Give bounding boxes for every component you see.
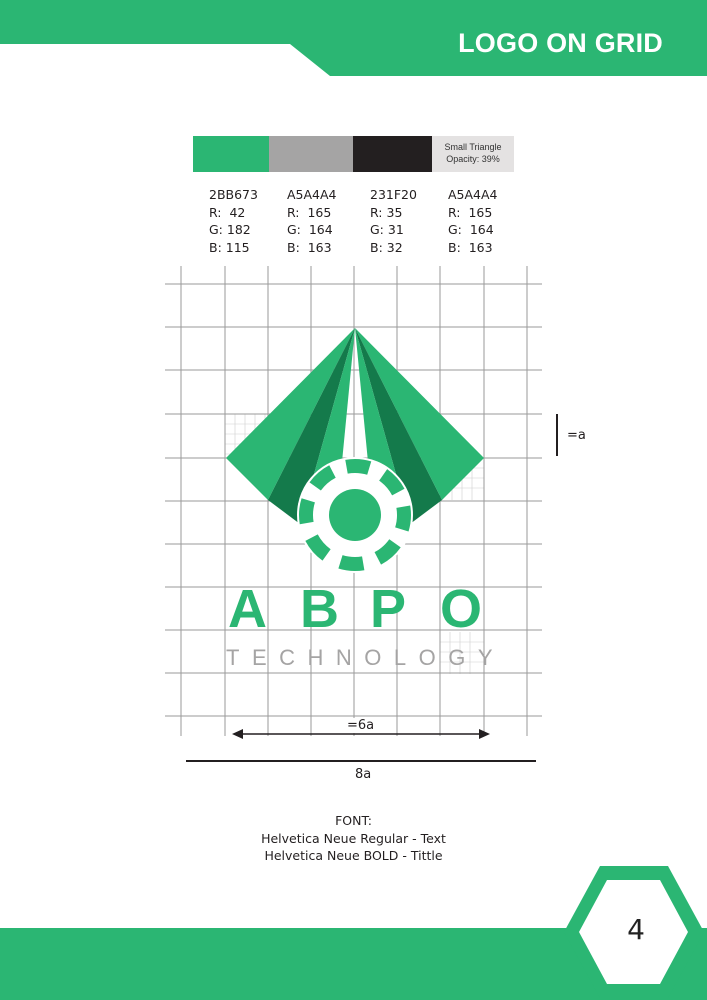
logo-grid [160, 262, 550, 742]
grid-width-label: 8a [355, 767, 372, 782]
logo-width-label: =6a [347, 718, 375, 733]
color-hex: A5A4A4 [287, 187, 337, 202]
unit-marker-line [556, 414, 558, 456]
unit-label: =a [567, 428, 586, 443]
swatch-note [432, 136, 514, 172]
color-spec-green [209, 186, 258, 256]
wordmark-letter: A [228, 579, 267, 639]
color-b: B: 115 [209, 239, 250, 255]
color-b: B: 163 [448, 239, 493, 255]
color-spec-black [370, 186, 417, 256]
grid-width-line [186, 760, 536, 762]
swatch-grey [269, 136, 353, 172]
swatch-note-line1: Small Triangle [444, 142, 502, 152]
color-g: G: 31 [370, 222, 404, 237]
swatch-green [193, 136, 269, 172]
color-r: R: 35 [370, 204, 403, 220]
footer-band [0, 862, 707, 1000]
color-g: G: 182 [209, 222, 251, 237]
swatch-black [353, 136, 432, 172]
color-b: B: 163 [287, 239, 332, 255]
font-notes [0, 812, 707, 865]
font-text: Helvetica Neue Regular - Text [261, 830, 446, 846]
page-title: LOGO ON GRID [458, 28, 663, 58]
logo-mark [226, 328, 484, 573]
color-r: R: 165 [287, 204, 332, 220]
color-hex: A5A4A4 [448, 187, 498, 202]
swatch-note-line2: Opacity: 39% [446, 154, 500, 164]
font-heading: FONT: [335, 813, 372, 828]
color-g: G: 164 [448, 222, 494, 237]
color-spec-grey [287, 186, 337, 256]
page-number: 4 [627, 913, 645, 946]
color-hex: 231F20 [370, 187, 417, 202]
color-hex: 2BB673 [209, 187, 258, 202]
color-r: R: 165 [448, 204, 493, 220]
wordmark-letter: B [300, 579, 339, 639]
wordmark-letter: P [370, 579, 407, 639]
wordmark-letter: O [440, 579, 483, 639]
color-b: B: 32 [370, 239, 403, 255]
font-title: Helvetica Neue BOLD - Tittle [264, 848, 443, 863]
color-g: G: 164 [287, 222, 333, 237]
color-spec-grey-2 [448, 186, 498, 256]
color-r: R: 42 [209, 204, 246, 220]
logo-tagline: TECHNOLOGY [226, 645, 506, 670]
